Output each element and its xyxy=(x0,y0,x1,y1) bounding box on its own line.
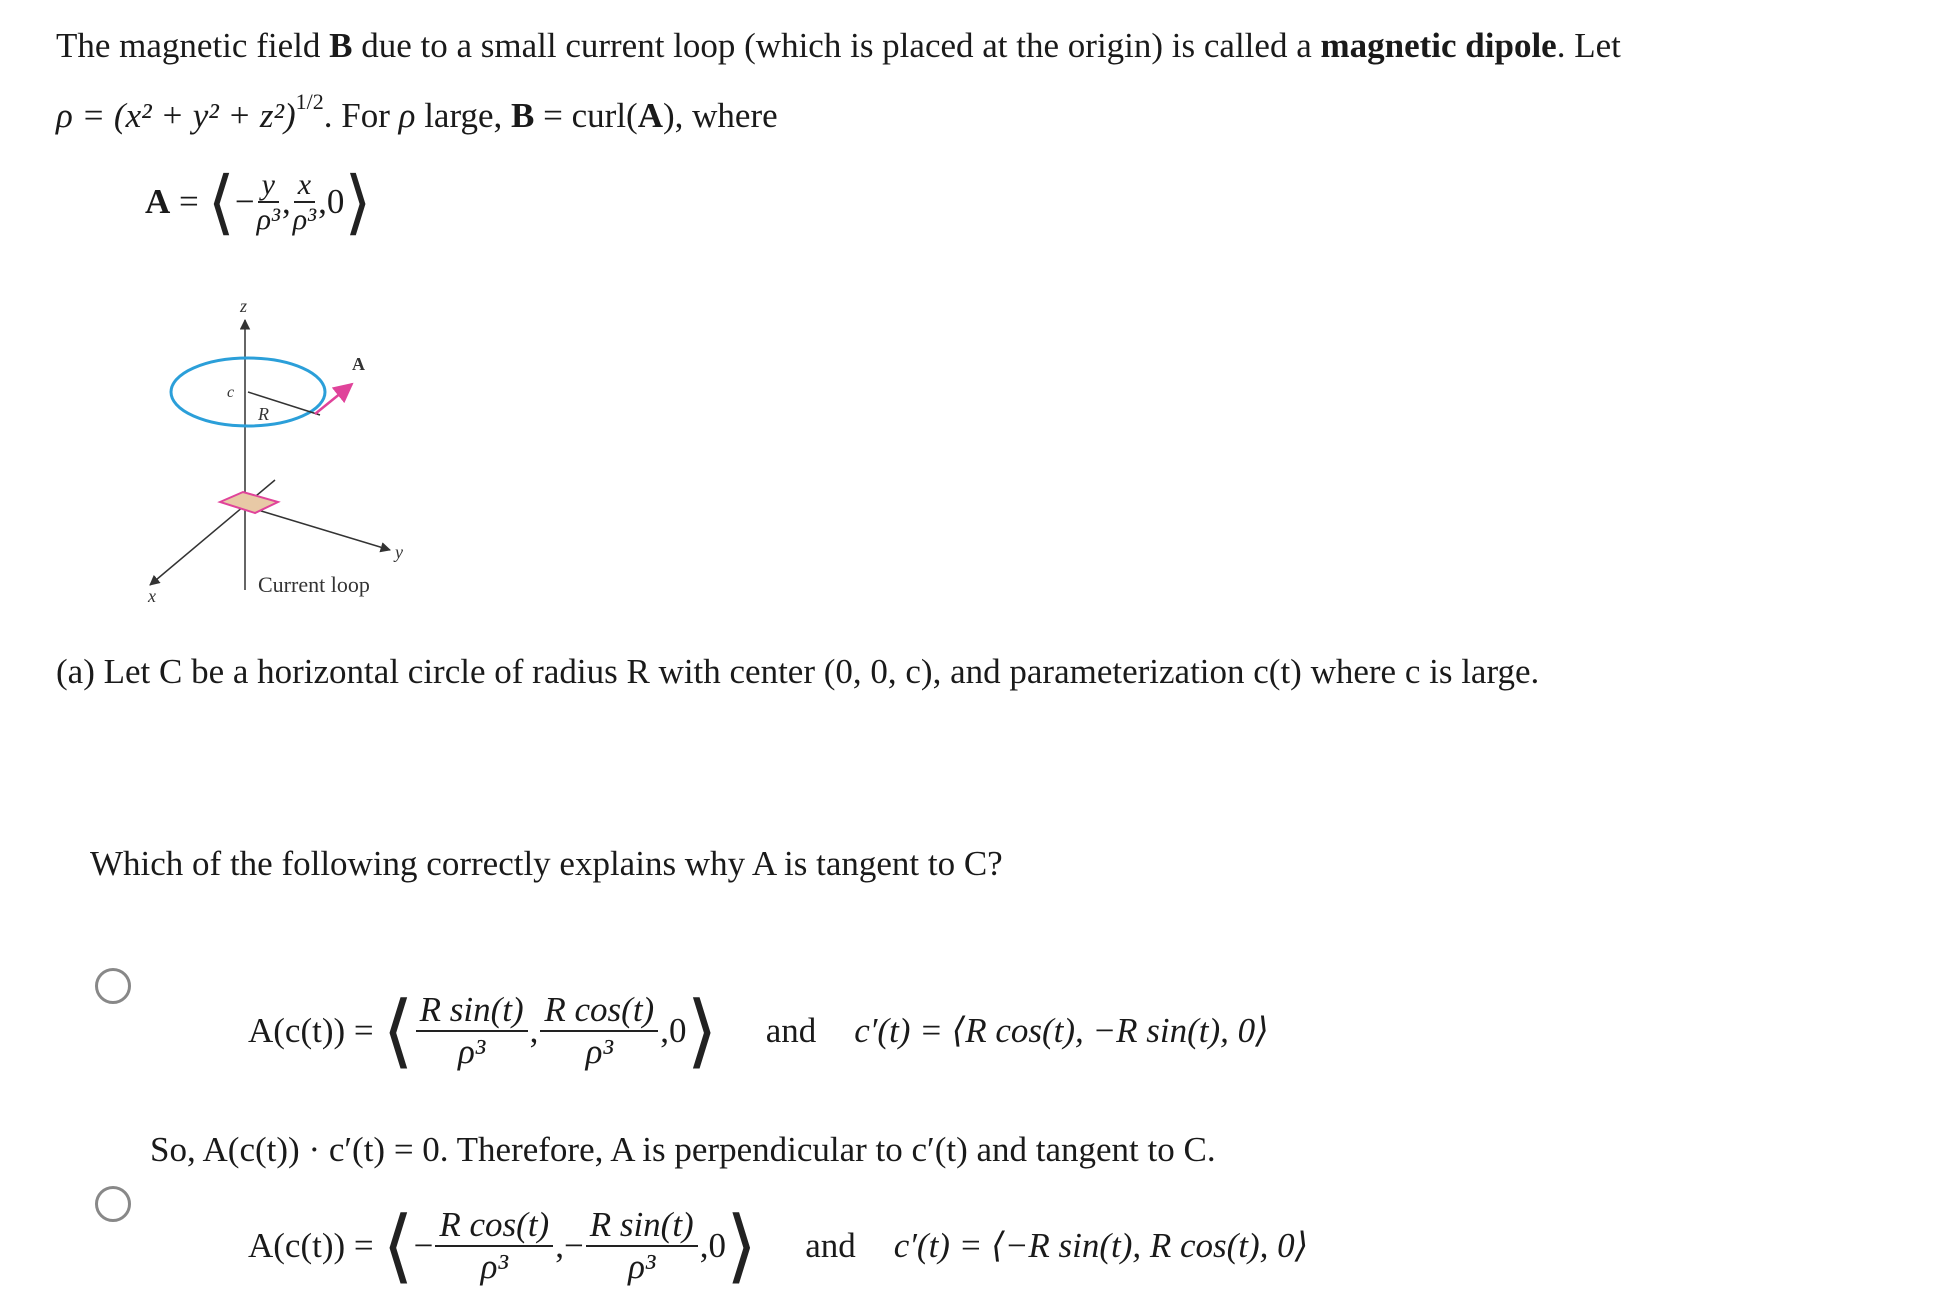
denominator: ρ³ xyxy=(628,1247,656,1286)
comma: , xyxy=(282,182,291,221)
option-2-formula xyxy=(248,1199,1309,1292)
minus-sign: − xyxy=(563,1226,584,1265)
intro-text: . For xyxy=(323,96,399,135)
figure-caption: Current loop xyxy=(258,572,370,597)
and-word: and xyxy=(805,1226,856,1265)
right-angle-bracket: ⟩ xyxy=(344,161,372,243)
formula-lhs: A xyxy=(145,182,171,221)
numerator: R cos(t) xyxy=(540,990,658,1032)
c-label: c xyxy=(227,384,235,401)
comma: , xyxy=(555,1226,564,1265)
intro-text: ), where xyxy=(662,96,778,135)
zero-component: 0 xyxy=(326,182,345,221)
right-angle-bracket: ⟩ xyxy=(686,984,718,1077)
numerator: R sin(t) xyxy=(586,1205,698,1247)
fraction-1 xyxy=(416,990,528,1072)
numerator: R sin(t) xyxy=(416,990,528,1032)
fraction-2 xyxy=(540,990,658,1072)
current-loop-figure xyxy=(130,290,450,610)
intro-line-1 xyxy=(56,24,1621,68)
fraction-1 xyxy=(435,1205,553,1287)
rho-definition: ρ = (x² + y² + z²) xyxy=(56,96,296,135)
minus-sign: − xyxy=(413,1226,434,1265)
c-prime-expression: c′(t) = ⟨R cos(t), −R sin(t), 0⟩ xyxy=(854,1011,1269,1050)
option-1-formula xyxy=(248,984,1269,1077)
right-angle-bracket: ⟩ xyxy=(725,1199,758,1292)
equals-sign: = xyxy=(170,182,208,221)
A-label: A xyxy=(352,354,365,374)
z-axis-label: z xyxy=(240,296,248,316)
denominator: ρ³ xyxy=(457,1032,486,1071)
option-lhs: A(c(t)) = xyxy=(248,1226,383,1265)
left-angle-bracket: ⟨ xyxy=(382,984,414,1077)
fraction-2 xyxy=(293,168,316,236)
formula-A xyxy=(145,161,372,243)
comma: , xyxy=(529,1011,539,1050)
symbol-rho: ρ xyxy=(398,96,416,135)
intro-text: The magnetic field xyxy=(56,26,330,65)
option-1-conclusion: So, A(c(t)) · c′(t) = 0. Therefore, A is perpendicular to c′(t) and tangent to C. xyxy=(150,1130,1216,1169)
comma: , xyxy=(660,1011,669,1050)
x-axis-label: x xyxy=(148,586,156,606)
denominator: ρ³ xyxy=(585,1032,613,1071)
symbol-B: B xyxy=(511,96,535,135)
minus-sign: − xyxy=(234,182,255,221)
denominator: ρ³ xyxy=(256,203,280,236)
part-a-text: (a) Let C be a horizontal circle of radius R with center (0, 0, c), and parameterization c(t) where c is large. xyxy=(56,652,1540,691)
current-loop-square xyxy=(220,492,278,513)
term-magnetic-dipole: magnetic dipole xyxy=(1320,26,1557,65)
intro-line-2 xyxy=(56,80,778,138)
intro-text: = curl( xyxy=(534,96,638,135)
comma: , xyxy=(699,1226,709,1265)
comma: , xyxy=(318,182,327,221)
option-2-radio[interactable] xyxy=(95,1186,131,1222)
rho-exponent: 1/2 xyxy=(295,89,324,114)
and-word: and xyxy=(765,1011,817,1050)
option-lhs: A(c(t)) = xyxy=(248,1011,383,1050)
symbol-B: B xyxy=(329,26,353,65)
fraction-1 xyxy=(257,168,280,236)
left-angle-bracket: ⟨ xyxy=(207,161,235,243)
intro-text: . Let xyxy=(1556,26,1621,65)
zero-component: 0 xyxy=(708,1226,726,1265)
question-text: Which of the following correctly explains why A is tangent to C? xyxy=(90,844,1003,883)
c-prime-expression: c′(t) = ⟨−R sin(t), R cos(t), 0⟩ xyxy=(893,1226,1309,1265)
option-1-radio[interactable] xyxy=(95,968,131,1004)
intro-text: large, xyxy=(415,96,512,135)
denominator: ρ³ xyxy=(292,203,317,236)
vector-A xyxy=(315,384,352,414)
R-label: R xyxy=(258,404,269,424)
symbol-A: A xyxy=(637,96,663,135)
numerator: y xyxy=(258,168,279,203)
numerator: R cos(t) xyxy=(435,1205,553,1247)
numerator: x xyxy=(294,168,315,203)
left-angle-bracket: ⟨ xyxy=(382,1199,414,1292)
intro-text: due to a small current loop (which is placed at the origin) is called a xyxy=(352,26,1321,65)
zero-component: 0 xyxy=(668,1011,687,1050)
denominator: ρ³ xyxy=(480,1247,508,1286)
fraction-2 xyxy=(586,1205,698,1287)
y-axis-label: y xyxy=(395,542,403,562)
